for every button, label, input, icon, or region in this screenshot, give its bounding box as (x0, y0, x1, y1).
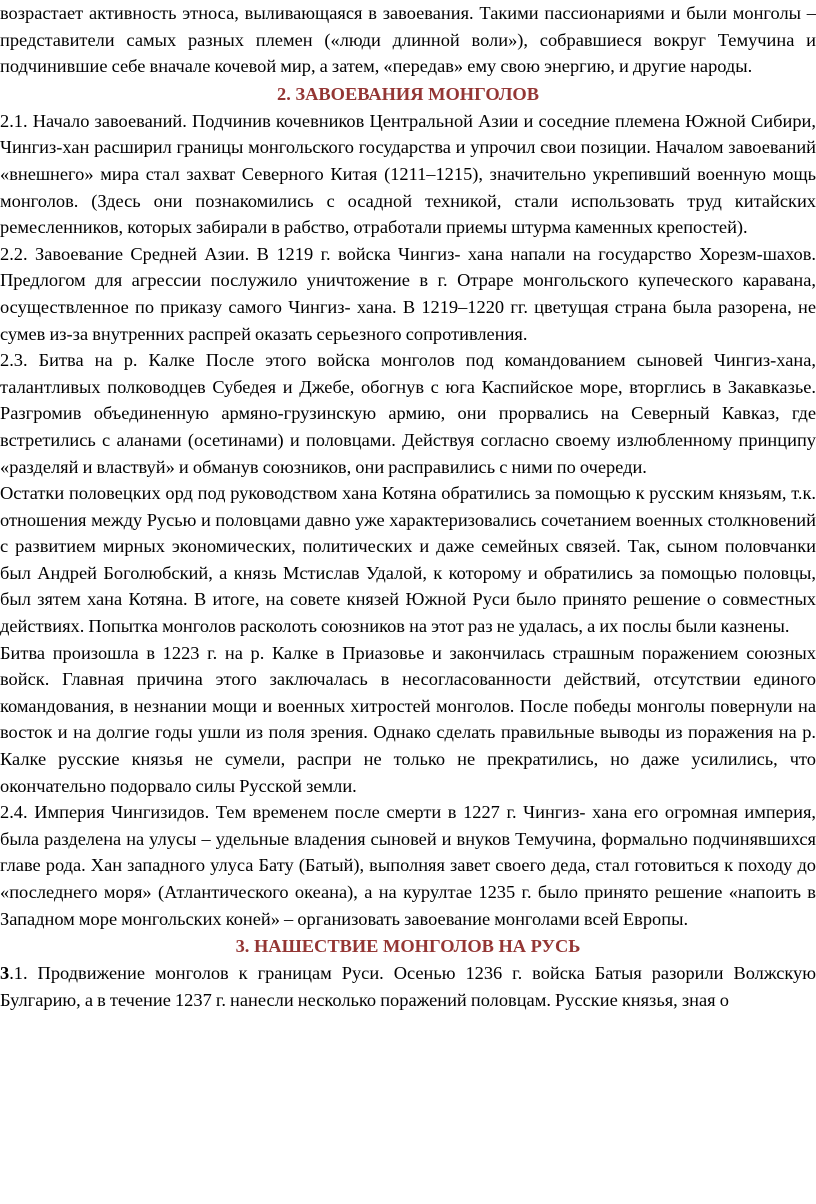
paragraph-2-3-battle: Битва произошла в 1223 г. на р. Калке в Приазовье и закончилась страшным поражением союзных войск. Главная причина этого заключалась в несогласованности действий, отсутствии единого командования, в незнании мощи и военных хитростей монголов. После победы монголы повернули на восток и на долгие годы ушли из поля зрения. Однако сделать правильные выводы из поражения на р. Калке русские князья не сумели, распри не только не прекратились, но даже усилились, что окончательно подорвало силы Русской земли. (0, 642, 816, 796)
section-heading-mongol-invasion: 3. НАШЕСТВИЕ МОНГОЛОВ НА РУСЬ (235, 936, 581, 957)
paragraph-3-1 (0, 960, 816, 1013)
paragraph-3-1-number: 3 (0, 963, 10, 984)
paragraph-2-1: 2.1. Начало завоеваний. Подчинив кочевников Центральной Азии и соседние племена Южной Сибири, Чингиз-хан расширил границы монгольского государства и упрочил свои позиции. Началом завоеваний «внешнего» мира стал захват Северного Китая (1211–1215), значительно укрепивший военную мощь монголов. (Здесь они познакомились с осадной техникой, стали использовать труд китайских ремесленников, которых забирали в рабство, отработали приемы штурма каменных крепостей). (0, 110, 816, 238)
paragraph-2-3: 2.3. Битва на р. Калке После этого войска монголов под командованием сыновей Чингиз-хана, талантливых полководцев Субедея и Джебе, обогнув с юга Каспийское море, вторглись в Закавказье. Разгромив объединенную армяно-грузинскую армию, они прорвались на Северный Кавказ, где встретились с аланами (осетинами) и половцами. Действуя согласно своему излюбленному принципу «разделяй и властвуй» и обманув союзников, они расправились с ними по очереди. (0, 350, 816, 477)
paragraph-2-3-polovtsy: Остатки половецких орд под руководством хана Котяна обратились за помощью к русским князьям, т.к. отношения между Русью и половцами давно уже характеризовались сочетанием военных столкновений с развитием мирных экономических, политических и даже семейных связей. Так, сыном половчанки был Андрей Боголюбский, а князь Мстислав Удалой, к которому и обратились за помощью половцы, был зятем хана Котяна. В итоге, на совете князей Южной Руси было принято решение о совместных действиях. Попытка монголов расколоть союзников на этот раз не удалась, а их послы были казнены. (0, 483, 816, 637)
paragraph-3-1-text: .1. Продвижение монголов к границам Руси. Осенью 1236 г. войска Батыя разорили Волжскую Булгарию, а в течение 1237 г. нанесли несколько поражений половцам. Русские князья, зная о (0, 963, 816, 1010)
paragraph-2-4: 2.4. Империя Чингизидов. Тем временем после смерти в 1227 г. Чингиз- хана его огромная империя, была разделена на улусы – удельные владения сыновей и внуков Темучина, формально подчинявшихся главе рода. Хан западного улуса Бату (Батый), выполняя завет своего деда, стал готовиться к походу до «последнего моря» (Атлантического океана), а на курултае 1235 г. было принято решение «напоить в Западном море монгольских коней» – организовать завоевание монголами всей Европы. (0, 802, 816, 929)
section-heading-mongol-conquests: 2. ЗАВОЕВАНИЯ МОНГОЛОВ (277, 83, 539, 104)
paragraph-intro-continuation: возрастает активность этноса, выливающаяся в завоевания. Такими пассионариями и были монголы – представители самых разных племен («люди длинной воли»), собравшиеся вокруг Темучина и подчинившие себе вначале кочевой мир, а затем, «передав» ему свою энергию, и другие народы. (0, 3, 816, 77)
paragraph-2-2: 2.2. Завоевание Средней Азии. В 1219 г. войска Чингиз- хана напали на государство Хорезм-шахов. Предлогом для агрессии послужило уничтожение в г. Отраре монгольского купеческого каравана, осуществленное по приказу самого Чингиз- хана. В 1219–1220 гг. цветущая страна была разорена, не сумев из-за внутренних распрей оказать серьезного сопротивления. (0, 243, 816, 344)
